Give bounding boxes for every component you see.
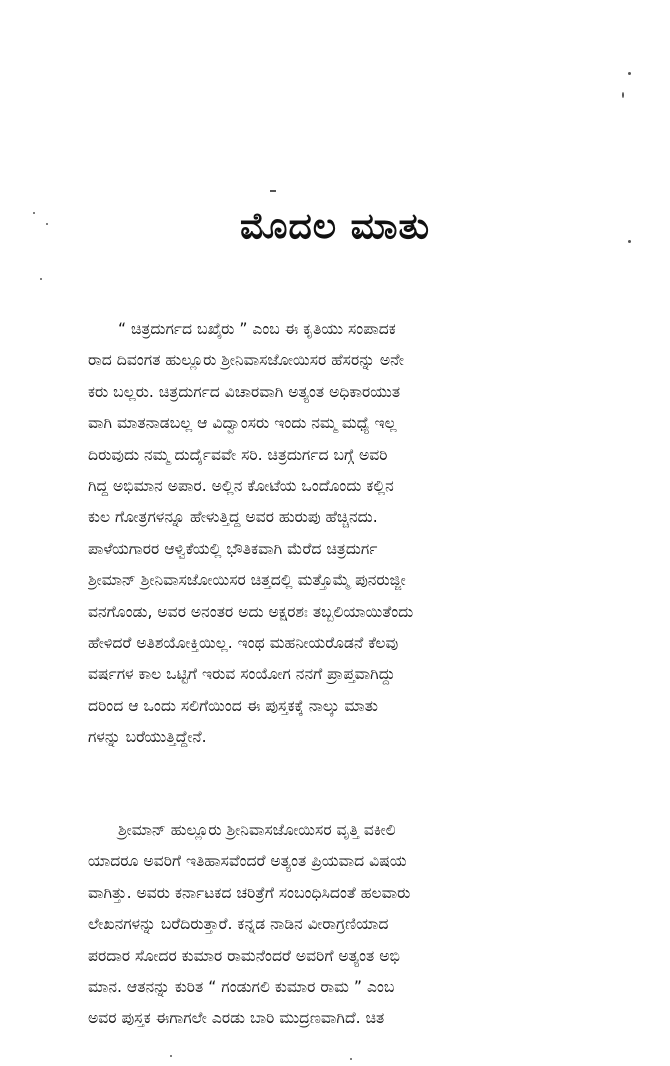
text-line: ವಾಗಿ ಮಾತನಾಡಬಲ್ಲ ಆ ವಿದ್ವಾಂಸರು ಇಂದು ನಮ್ಮ ಮಧ್ಯೆ ಇಲ್ಲ [88, 414, 397, 433]
text-line: ಗಿದ್ದ ಅಭಿಮಾನ ಅಪಾರ. ಅಲ್ಲಿನ ಕೋಟೆಯ ಒಂದೊಂದು ಕಲ್ಲಿನ [88, 477, 394, 496]
text-line: ಪಾಳೆಯಗಾರರ ಆಳ್ವಿಕೆಯಲ್ಲಿ ಭೌತಿಕವಾಗಿ ಮೆರೆದ ಚಿತ್ರದುರ್ಗ [88, 539, 378, 558]
text-line: ರಾದ ದಿವಂಗತ ಹುಲ್ಲೂರು ಶ್ರೀನಿವಾಸಜೋಯಿಸರ ಹೆಸರನ್ನು ಅನೇ [88, 351, 404, 370]
text-line: ಅವರ ಪುಸ್ತಕ ಈಗಾಗಲೇ ಎರಡು ಬಾರಿ ಮುದ್ರಣವಾಗಿದೆ. ಚಿತ [88, 1009, 385, 1028]
scan-speck [622, 92, 624, 98]
paragraph-1 [88, 314, 650, 754]
page-title: ಮೊದಲ ಮಾತು [239, 206, 431, 247]
text-line: ಲೇಖನಗಳನ್ನು ಬರೆದಿರುತ್ತಾರೆ. ಕನ್ನಡ ನಾಡಿನ ವೀರಾಗ್ರಣಿಯಾದ [88, 915, 389, 934]
text-line: ಕರು ಬಲ್ಲರು. ಚಿತ್ರದುರ್ಗದ ವಿಚಾರವಾಗಿ ಅತ್ಯಂತ ಅಧಿಕಾರಯುತ [88, 382, 401, 401]
text-line: ಕುಲ ಗೋತ್ರಗಳನ್ನೂ ಹೇಳುತ್ತಿದ್ದ ಅವರ ಹುರುಪು ಹೆಚ್ಚಿನದು. [88, 508, 378, 527]
text-line: ದರಿಂದ ಆ ಒಂದು ಸಲಿಗೆಯಿಂದ ಈ ಪುಸ್ತಕಕ್ಕೆ ನಾಲ್ಕು ಮಾತು [88, 696, 378, 715]
paragraph-2 [88, 815, 650, 1035]
text-line: ಪರದಾರ ಸೋದರ ಕುಮಾರ ರಾಮನೆಂದರೆ ಅವರಿಗೆ ಅತ್ಯಂತ ಅಭಿ [88, 946, 400, 965]
scan-speck [46, 223, 48, 225]
scan-speck [33, 212, 35, 214]
text-line: ಮಾನ. ಆತನನ್ನು ಕುರಿತ “ ಗಂಡುಗಲಿ ಕುಮಾರ ರಾಮ ” ಎಂಬ [88, 978, 395, 997]
text-line: ವಾಗಿತ್ತು. ಅವರು ಕರ್ನಾಟಕದ ಚರಿತ್ರೆಗೆ ಸಂಬಂಧಿಸಿದಂತೆ ಹಲವಾರು [88, 883, 411, 902]
scan-speck [270, 190, 276, 192]
text-line: ಗಳನ್ನು ಬರೆಯುತ್ತಿದ್ದೇನೆ. [88, 728, 207, 747]
scan-speck [170, 1055, 172, 1057]
text-line: ವರ್ಷಗಳ ಕಾಲ ಒಟ್ಟಿಗೆ ಇರುವ ಸಂಯೋಗ ನನಗೆ ಪ್ರಾಪ್ತವಾಗಿದ್ದು [88, 665, 396, 684]
scan-speck [628, 240, 631, 243]
text-line: ಶ್ರೀಮಾನ್ ಶ್ರೀನಿವಾಸಜೋಯಿಸರ ಚಿತ್ತದಲ್ಲಿ ಮತ್ತೊಮ್ಮೆ ಪುನರುಜ್ಜೀ [88, 571, 406, 590]
text-line: ಶ್ರೀಮಾನ್ ಹುಲ್ಲೂರು ಶ್ರೀನಿವಾಸಜೋಯಿಸರ ವೃತ್ತಿ ವಕೀಲಿ [118, 821, 396, 839]
scan-speck [40, 278, 42, 280]
text-line: ಯಾದರೂ ಅವರಿಗೆ ಇತಿಹಾಸವೆಂದರೆ ಅತ್ಯಂತ ಪ್ರಿಯವಾದ ವಿಷಯ [88, 852, 407, 871]
text-line: ವನಗೊಂಡು, ಅವರ ಅನಂತರ ಅದು ಅಕ್ಷರಶಃ ತಬ್ಬಲಿಯಾಯಿತೆಂದು [88, 602, 414, 621]
text-line: “ ಚಿತ್ರದುರ್ಗದ ಬಖೈರು ” ಎಂಬ ಈ ಕೃತಿಯು ಸಂಪಾದಕ [118, 320, 396, 338]
text-line: ಹೇಳಿದರೆ ಅತಿಶಯೋಕ್ತಿಯಿಲ್ಲ. ಇಂಥ ಮಹನೀಯರೊಡನೆ ಕೆಲವು [88, 634, 399, 653]
text-line: ದಿರುವುದು ನಮ್ಮ ದುರ್ದೈವವೇ ಸರಿ. ಚಿತ್ರದುರ್ಗದ ಬಗ್ಗೆ ಅವರಿ [88, 445, 388, 464]
scan-speck [628, 72, 631, 75]
scan-speck [350, 1058, 352, 1060]
